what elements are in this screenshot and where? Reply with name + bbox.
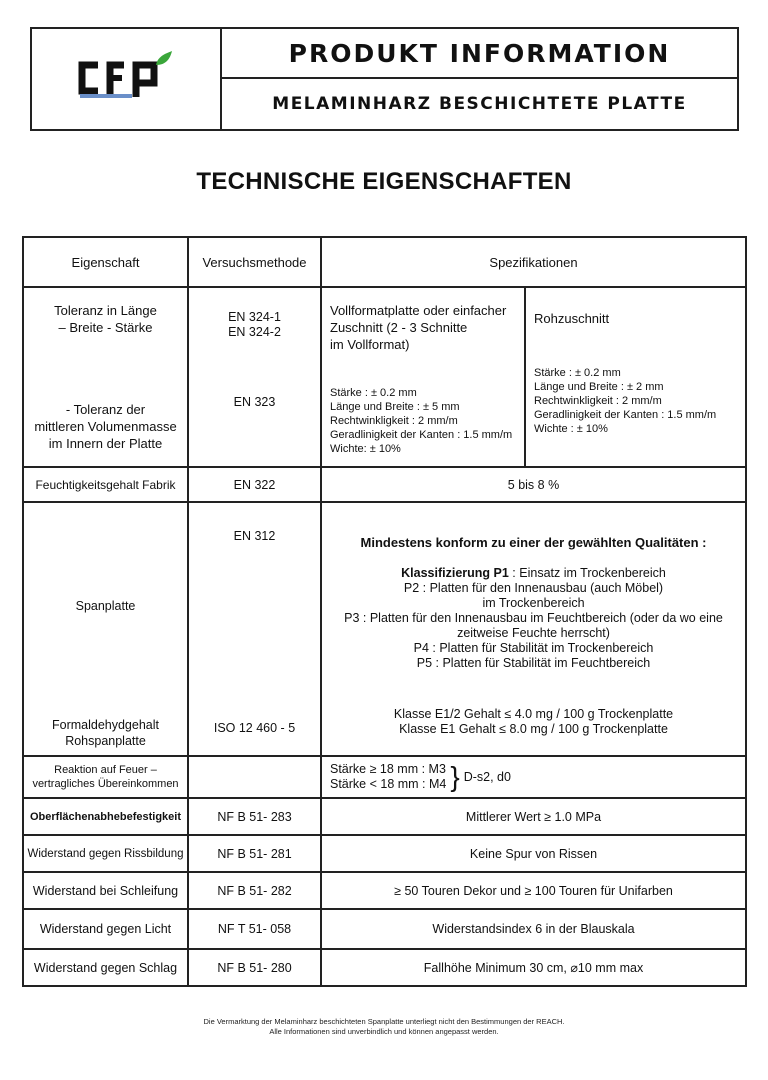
moisture-method: EN 322 — [188, 467, 321, 502]
chipboard-line: zeitweise Feuchte herrscht) — [457, 626, 610, 640]
tolerance-property-b-1: - Toleranz der — [65, 402, 146, 417]
fire-property-2: vertragliches Übereinkommen — [32, 778, 179, 790]
fire-line: Stärke < 18 mm : M4 — [330, 777, 447, 791]
title-cell — [222, 29, 737, 129]
tolerance-property — [23, 287, 188, 467]
full-format-spec — [322, 288, 526, 466]
table-row — [23, 909, 746, 949]
raw-cut-item: Stärke : ± 0.2 mm — [534, 367, 621, 379]
doc-title: PRODUKT INFORMATION — [222, 29, 737, 79]
row-property: Widerstand gegen Rissbildung — [23, 835, 188, 872]
row-spec: Keine Spur von Rissen — [321, 835, 746, 872]
table-row — [23, 949, 746, 986]
fire-method — [188, 756, 321, 798]
tolerance-method-a-2: EN 324-2 — [228, 325, 281, 339]
row-property: Oberflächenabhebefestigkeit — [23, 798, 188, 835]
row-method: NF B 51- 282 — [188, 872, 321, 909]
formaldehyde-property-1: Formaldehydgehalt — [51, 718, 159, 732]
raw-cut-spec — [526, 288, 745, 466]
row-method: NF B 51- 280 — [188, 949, 321, 986]
raw-cut-item: Geradlinigkeit der Kanten : 1.5 mm/m — [534, 409, 717, 421]
footnote-line-1: Die Vermarktung der Melaminharz beschichteten Spanplatte unterliegt nicht den Bestimmungen der REACH. — [203, 1017, 565, 1026]
chipboard-row — [23, 502, 746, 756]
full-format-heading-1: Vollformatplatte oder einfacher — [330, 303, 507, 318]
tolerance-property-a-1: Toleranz in Länge — [54, 303, 157, 318]
spec-table — [22, 236, 747, 987]
row-spec: ≥ 50 Touren Dekor und ≥ 100 Touren für Unifarben — [321, 872, 746, 909]
row-method: NF B 51- 281 — [188, 835, 321, 872]
full-format-heading-3: im Vollformat) — [330, 337, 410, 352]
tolerance-method-b: EN 323 — [233, 395, 276, 409]
full-format-item: Länge und Breite : ± 5 mm — [330, 401, 460, 413]
header-property: Eigenschaft — [23, 237, 188, 287]
row-property: Widerstand gegen Schlag — [23, 949, 188, 986]
fire-property-1: Reaktion auf Feuer – — [54, 764, 157, 776]
chipboard-line: P3 : Platten für den Innenausbau im Feuchtbereich (oder da wo eine — [344, 611, 723, 625]
fire-row — [23, 756, 746, 798]
tolerance-method — [188, 287, 321, 467]
chipboard-p1-text: : Einsatz im Trockenbereich — [508, 566, 666, 580]
chipboard-property — [23, 502, 188, 756]
raw-cut-heading: Rohzuschnitt — [534, 311, 610, 326]
chipboard-method — [188, 502, 321, 756]
row-method: NF B 51- 283 — [188, 798, 321, 835]
chipboard-property-label: Spanplatte — [75, 599, 136, 613]
chipboard-p1-line — [330, 566, 737, 581]
row-spec: Fallhöhe Minimum 30 cm, ⌀10 mm max — [321, 949, 746, 986]
header-spec: Spezifikationen — [321, 237, 746, 287]
full-format-item: Geradlinigkeit der Kanten : 1.5 mm/m — [330, 429, 513, 441]
section-title: TECHNISCHE EIGENSCHAFTEN — [196, 168, 572, 195]
table-row — [23, 872, 746, 909]
tolerance-spec — [321, 287, 746, 467]
cfp-logo — [76, 51, 176, 107]
full-format-item: Rechtwinkligkeit : 2 mm/m — [330, 415, 458, 427]
footnote-line-2: Alle Informationen sind unverbindlich und können angepasst werden. — [269, 1027, 499, 1036]
tolerance-row — [23, 287, 746, 467]
row-spec: Mittlerer Wert ≥ 1.0 MPa — [321, 798, 746, 835]
fire-property — [23, 756, 188, 798]
formaldehyde-method: ISO 12 460 - 5 — [213, 721, 296, 735]
tolerance-method-a-1: EN 324-1 — [228, 310, 281, 324]
tolerance-property-a-2: – Breite - Stärke — [58, 320, 153, 335]
full-format-item: Wichte: ± 10% — [330, 443, 401, 455]
fire-line: Stärke ≥ 18 mm : M3 — [330, 762, 446, 776]
formaldehyde-property-2: Rohspanplatte — [65, 734, 146, 748]
raw-cut-item: Rechtwinkligkeit : 2 mm/m — [534, 395, 662, 407]
formaldehyde-line: Klasse E1 Gehalt ≤ 8.0 mg / 100 g Trockenplatte — [399, 722, 668, 736]
fire-brace: } — [450, 761, 460, 792]
table-row — [23, 798, 746, 835]
header-box — [30, 27, 739, 131]
chipboard-line: P2 : Platten für den Innenausbau (auch Möbel) — [403, 581, 664, 595]
formaldehyde-line: Klasse E1/2 Gehalt ≤ 4.0 mg / 100 g Trockenplatte — [393, 707, 674, 721]
row-method: NF T 51- 058 — [188, 909, 321, 949]
row-property: Widerstand gegen Licht — [23, 909, 188, 949]
table-row — [23, 835, 746, 872]
chipboard-line: P4 : Platten für Stabilität im Trockenbereich — [413, 641, 654, 655]
full-format-item: Stärke : ± 0.2 mm — [330, 387, 417, 399]
doc-subtitle: MELAMINHARZ BESCHICHTETE PLATTE — [272, 94, 687, 114]
chipboard-intro: Mindestens konform zu einer der gewählten Qualitäten : — [360, 535, 707, 550]
chipboard-line: im Trockenbereich — [482, 596, 585, 610]
moisture-row — [23, 467, 746, 502]
chipboard-spec — [321, 502, 746, 756]
moisture-spec: 5 bis 8 % — [321, 467, 746, 502]
tolerance-property-b-2: mittleren Volumenmasse — [34, 419, 177, 434]
row-property: Widerstand bei Schleifung — [23, 872, 188, 909]
table-header-row — [23, 237, 746, 287]
moisture-property: Feuchtigkeitsgehalt Fabrik — [23, 467, 188, 502]
chipboard-method-label: EN 312 — [233, 529, 276, 543]
raw-cut-item: Wichte : ± 10% — [534, 423, 608, 435]
full-format-heading-2: Zuschnitt (2 - 3 Schnitte — [330, 320, 468, 335]
fire-class: D-s2, d0 — [463, 770, 511, 784]
logo-cell — [32, 29, 222, 129]
fire-spec — [321, 756, 746, 798]
footnote — [0, 1017, 768, 1037]
tolerance-property-b-3: im Innern der Platte — [48, 436, 163, 451]
chipboard-line: P5 : Platten für Stabilität im Feuchtbereich — [416, 656, 651, 670]
raw-cut-item: Länge und Breite : ± 2 mm — [534, 381, 664, 393]
header-method: Versuchsmethode — [188, 237, 321, 287]
chipboard-p1-label: Klassifizierung P1 — [401, 566, 509, 580]
row-spec: Widerstandsindex 6 in der Blauskala — [321, 909, 746, 949]
